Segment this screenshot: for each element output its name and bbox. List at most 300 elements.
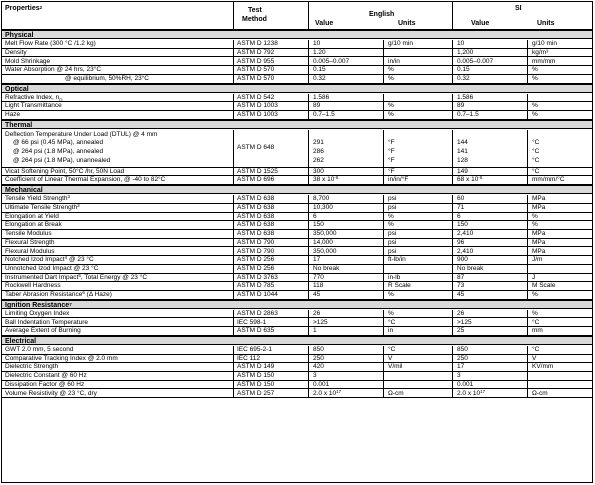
- english-value: 10: [313, 40, 321, 48]
- column-divider: [383, 363, 384, 372]
- column-divider: [308, 318, 309, 327]
- si-units: MPa: [532, 247, 546, 255]
- table-row: [2, 102, 592, 111]
- column-divider: [383, 195, 384, 204]
- si-value: 1,200: [457, 48, 474, 56]
- column-divider: [452, 221, 453, 230]
- column-divider: [233, 265, 234, 274]
- test-method: ASTM D 790: [237, 247, 275, 255]
- property-name: Haze: [5, 111, 21, 119]
- english-units: in/in: [388, 57, 400, 65]
- test-method: ASTM D 1238: [237, 40, 278, 48]
- english-units: in/in/°F: [388, 176, 409, 184]
- test-method: ASTM D 150: [237, 380, 275, 388]
- column-divider: [527, 221, 528, 230]
- column-divider: [452, 204, 453, 213]
- si-units: %: [532, 212, 538, 220]
- table-row: [2, 195, 592, 204]
- si-units: J: [532, 273, 536, 281]
- column-divider: [527, 291, 528, 300]
- si-units: mm: [532, 327, 543, 335]
- column-divider: [233, 66, 234, 75]
- column-divider: [452, 57, 453, 66]
- column-divider: [452, 239, 453, 248]
- column-divider: [233, 372, 234, 381]
- column-divider: [308, 94, 309, 103]
- si-value: 87: [457, 273, 465, 281]
- column-divider: [527, 66, 528, 75]
- column-divider: [308, 168, 309, 177]
- column-divider: [308, 204, 309, 213]
- table-row: [2, 57, 592, 66]
- column-divider: [452, 363, 453, 372]
- english-units: %: [388, 102, 394, 110]
- test-method: ASTM D 696: [237, 176, 275, 184]
- property-name: Elongation at Yield: [5, 212, 59, 220]
- si-units: mm/mm: [532, 57, 556, 65]
- english-units: °F: [388, 148, 395, 156]
- test-method: ASTM D 1525: [237, 167, 278, 175]
- column-divider: [308, 282, 309, 291]
- column-divider: [308, 274, 309, 283]
- si-value: 0.7–1.5: [457, 111, 479, 119]
- property-subline: @ 264 psi (1.8 MPa), unannealed: [13, 156, 111, 164]
- column-divider: [308, 195, 309, 204]
- property-name: Density: [5, 48, 27, 56]
- column-divider: [233, 247, 234, 256]
- column-divider: [233, 355, 234, 364]
- header-english-value: Value: [315, 20, 334, 27]
- column-divider: [452, 265, 453, 274]
- property-name: Tensile Yield Strength$^3$: [5, 194, 71, 203]
- si-value: 60: [457, 195, 465, 203]
- column-divider: [452, 346, 453, 355]
- table-row: [2, 327, 592, 336]
- column-divider: [383, 327, 384, 336]
- table-row: [2, 213, 592, 222]
- english-units: %: [388, 221, 394, 229]
- english-units: °F: [388, 139, 395, 147]
- column-divider: [233, 274, 234, 283]
- english-units: V: [388, 354, 393, 362]
- column-divider: [233, 94, 234, 103]
- column-divider: [308, 363, 309, 372]
- column-divider: [233, 282, 234, 291]
- column-divider: [527, 389, 528, 398]
- column-divider: [383, 372, 384, 381]
- test-method: ASTM D 638: [237, 203, 275, 211]
- property-name: Average Extent of Burning: [5, 327, 81, 335]
- english-units: %: [388, 74, 394, 82]
- table-row: [2, 381, 592, 390]
- table-row: [2, 291, 592, 300]
- property-name: Taber Abrasion Resistance$^6$ (Δ Haze): [5, 290, 112, 299]
- table-row: [2, 372, 592, 381]
- column-divider: [383, 221, 384, 230]
- property-name: Rockwell Hardness: [5, 282, 61, 290]
- column-divider: [383, 230, 384, 239]
- column-divider: [527, 346, 528, 355]
- test-method: ASTM D 542: [237, 93, 275, 101]
- column-divider: [383, 111, 384, 120]
- column-divider: [452, 291, 453, 300]
- table-row: [2, 130, 592, 168]
- section-header: Thermal: [2, 120, 592, 129]
- si-value: 144: [457, 139, 468, 147]
- column-divider: [452, 372, 453, 381]
- table-row: [2, 346, 592, 355]
- si-value: 45: [457, 291, 465, 299]
- property-name: Flexural Strength: [5, 238, 55, 246]
- si-units: J/m: [532, 256, 543, 264]
- column-divider: [308, 256, 309, 265]
- test-method: ASTM D 1003: [237, 102, 278, 110]
- column-divider: [527, 130, 528, 168]
- property-name: Deflection Temperature Under Load (DTUL) @ 4 mm: [5, 130, 158, 138]
- header-si-units: Units: [537, 20, 555, 27]
- test-method: ASTM D 150: [237, 372, 275, 380]
- table-row: [2, 49, 592, 58]
- column-divider: [233, 389, 234, 398]
- property-name: Dissipation Factor @ 60 Hz: [5, 380, 85, 388]
- english-value: 14,000: [313, 238, 333, 246]
- table-row: [2, 230, 592, 239]
- column-divider: [383, 346, 384, 355]
- english-units: psi: [388, 238, 397, 246]
- si-units: °C: [532, 167, 540, 175]
- column-divider: [527, 381, 528, 390]
- column-divider: [452, 49, 453, 58]
- column-divider: [383, 247, 384, 256]
- column-divider: [452, 327, 453, 336]
- english-units: psi: [388, 203, 397, 211]
- column-divider: [527, 363, 528, 372]
- test-method: ASTM D 638: [237, 221, 275, 229]
- si-value: 96: [457, 238, 465, 246]
- property-name: Light Transmittance: [5, 102, 62, 110]
- column-divider: [233, 168, 234, 177]
- si-value: 150: [457, 221, 468, 229]
- english-value: 6: [313, 212, 317, 220]
- test-method: IEC 112: [237, 354, 261, 362]
- column-divider: [233, 327, 234, 336]
- property-name: Dielectric Constant @ 60 Hz: [5, 372, 87, 380]
- column-divider: [452, 230, 453, 239]
- si-units: KV/mm: [532, 363, 554, 371]
- column-divider: [452, 94, 453, 103]
- column-divider: [308, 239, 309, 248]
- english-value: 250: [313, 354, 324, 362]
- column-divider: [233, 204, 234, 213]
- si-value: 10: [457, 40, 465, 48]
- column-divider: [452, 111, 453, 120]
- table-row: [2, 221, 592, 230]
- test-method: ASTM D 638: [237, 195, 275, 203]
- property-name: Elongation at Break: [5, 221, 62, 229]
- column-divider: [452, 2, 453, 30]
- column-divider: [383, 49, 384, 58]
- column-divider: [383, 57, 384, 66]
- si-value: 1.586: [457, 93, 474, 101]
- test-method: ASTM D 792: [237, 48, 275, 56]
- column-divider: [383, 94, 384, 103]
- english-value: 3: [313, 372, 317, 380]
- column-divider: [452, 274, 453, 283]
- english-value: 10,300: [313, 203, 333, 211]
- column-divider: [527, 94, 528, 103]
- english-value: 350,000: [313, 247, 337, 255]
- test-method: ASTM D 256: [237, 256, 275, 264]
- column-divider: [308, 247, 309, 256]
- property-name: Water Absorption @ 24 hrs, 23°C: [5, 66, 102, 74]
- si-value: 26: [457, 309, 465, 317]
- column-divider: [233, 256, 234, 265]
- si-value: 6: [457, 212, 461, 220]
- english-value: 1.20: [313, 48, 326, 56]
- property-name: Ultimate Tensile Strength$^3$: [5, 202, 80, 211]
- si-value: 71: [457, 203, 465, 211]
- column-divider: [452, 176, 453, 185]
- column-divider: [308, 346, 309, 355]
- column-divider: [527, 355, 528, 364]
- column-divider: [308, 49, 309, 58]
- column-divider: [233, 2, 234, 30]
- property-name: Ball Indentation Temperature: [5, 318, 88, 326]
- column-divider: [383, 389, 384, 398]
- column-divider: [233, 363, 234, 372]
- property-name: Flexural Modulus: [5, 247, 55, 255]
- column-divider: [452, 75, 453, 84]
- table-row: [2, 176, 592, 185]
- column-divider: [233, 310, 234, 319]
- column-divider: [527, 168, 528, 177]
- header-properties: Properties$^2$: [5, 5, 43, 12]
- column-divider: [383, 291, 384, 300]
- test-method: ASTM D 955: [237, 57, 275, 65]
- english-value: 26: [313, 309, 321, 317]
- test-method: IEC 695-2-1: [237, 345, 273, 353]
- column-divider: [308, 327, 309, 336]
- column-divider: [383, 102, 384, 111]
- column-divider: [383, 355, 384, 364]
- header-si-value: Value: [471, 20, 490, 27]
- english-value: 150: [313, 221, 324, 229]
- column-divider: [527, 265, 528, 274]
- table-row: [2, 247, 592, 256]
- column-divider: [452, 168, 453, 177]
- si-value: 2,410: [457, 230, 474, 238]
- test-method: ASTM D 1044: [237, 291, 278, 299]
- column-divider: [383, 40, 384, 49]
- column-divider: [452, 318, 453, 327]
- column-divider: [233, 346, 234, 355]
- english-units: ft-lb/in: [388, 256, 406, 264]
- si-value: No break: [457, 264, 484, 272]
- column-divider: [233, 221, 234, 230]
- column-divider: [308, 75, 309, 84]
- property-name: Mold Shrinkage: [5, 57, 51, 65]
- column-divider: [233, 75, 234, 84]
- property-name: Volume Resistivity @ 23 °C, dry: [5, 389, 97, 397]
- table-row: [2, 40, 592, 49]
- english-value: 0.005–0.007: [313, 57, 350, 65]
- si-units: kg/m³: [532, 48, 549, 56]
- english-units: R Scale: [388, 282, 411, 290]
- table-row: [2, 355, 592, 364]
- column-divider: [452, 195, 453, 204]
- column-divider: [233, 318, 234, 327]
- column-divider: [527, 256, 528, 265]
- si-value: 89: [457, 102, 465, 110]
- properties-table: [1, 1, 593, 483]
- english-units: %: [388, 309, 394, 317]
- si-value: 73: [457, 282, 465, 290]
- test-method: ASTM D 3763: [237, 273, 278, 281]
- column-divider: [527, 282, 528, 291]
- table-row: [2, 111, 592, 120]
- column-divider: [308, 102, 309, 111]
- test-method: ASTM D 257: [237, 389, 275, 397]
- table-row: [2, 318, 592, 327]
- english-value: 0.15: [313, 66, 326, 74]
- column-divider: [452, 282, 453, 291]
- property-name: @ equilibrium, 50%RH, 23°C: [65, 74, 149, 82]
- si-units: %: [532, 102, 538, 110]
- column-divider: [383, 318, 384, 327]
- english-value: 0.7–1.5: [313, 111, 335, 119]
- column-divider: [233, 213, 234, 222]
- column-divider: [383, 282, 384, 291]
- property-subline: @ 66 psi (0.45 MPa), annealed: [13, 139, 104, 147]
- si-value: 0.32: [457, 74, 470, 82]
- column-divider: [452, 247, 453, 256]
- column-divider: [383, 213, 384, 222]
- table-row: [2, 239, 592, 248]
- column-divider: [452, 66, 453, 75]
- test-method: ASTM D 570: [237, 66, 275, 74]
- column-divider: [233, 291, 234, 300]
- column-divider: [527, 204, 528, 213]
- column-divider: [233, 195, 234, 204]
- column-divider: [452, 355, 453, 364]
- table-row: [2, 94, 592, 103]
- si-units: mm/mm/°C: [532, 176, 565, 184]
- english-units: %: [388, 291, 394, 299]
- si-value: 141: [457, 148, 468, 156]
- table-row: [2, 389, 592, 398]
- header-method: Method: [242, 16, 267, 23]
- english-value: 850: [313, 345, 324, 353]
- si-value: 250: [457, 354, 468, 362]
- test-method: ASTM D 149: [237, 363, 275, 371]
- table-row: [2, 274, 592, 283]
- property-name: Tensile Modulus: [5, 230, 52, 238]
- column-divider: [527, 102, 528, 111]
- column-divider: [308, 230, 309, 239]
- english-value: 38 x $10^{-6}$: [313, 175, 339, 184]
- si-units: MPa: [532, 195, 546, 203]
- english-units: %: [388, 212, 394, 220]
- test-method: ASTM D 256: [237, 264, 275, 272]
- property-name: Comparative Tracking Index @ 2.0 mm: [5, 354, 118, 362]
- english-value: 300: [313, 167, 324, 175]
- english-value: 0.32: [313, 74, 326, 82]
- column-divider: [452, 256, 453, 265]
- table-row: [2, 363, 592, 372]
- column-divider: [233, 230, 234, 239]
- header-test: Test: [248, 7, 262, 14]
- column-divider: [383, 381, 384, 390]
- english-units: in: [388, 327, 394, 335]
- column-divider: [308, 40, 309, 49]
- column-divider: [452, 130, 453, 168]
- column-divider: [233, 57, 234, 66]
- si-units: M Scale: [532, 282, 556, 290]
- column-divider: [527, 327, 528, 336]
- english-value: 262: [313, 156, 324, 164]
- english-value: 291: [313, 139, 324, 147]
- si-units: %: [532, 291, 538, 299]
- table-row: [2, 66, 592, 75]
- column-divider: [308, 381, 309, 390]
- english-value: 350,000: [313, 230, 337, 238]
- column-divider: [308, 66, 309, 75]
- column-divider: [383, 265, 384, 274]
- column-divider: [308, 372, 309, 381]
- si-units: MPa: [532, 230, 546, 238]
- si-value: 68 x $10^{-6}$: [457, 175, 483, 184]
- column-divider: [308, 57, 309, 66]
- test-method: ASTM D 2863: [237, 309, 278, 317]
- test-method: ASTM D 785: [237, 282, 275, 290]
- english-value: 8,700: [313, 195, 330, 203]
- si-value: 0.15: [457, 66, 470, 74]
- english-value: 1.586: [313, 93, 330, 101]
- test-method: ASTM D 570: [237, 74, 275, 82]
- table-row: [2, 265, 592, 274]
- column-divider: [452, 310, 453, 319]
- column-divider: [527, 372, 528, 381]
- column-divider: [452, 381, 453, 390]
- si-units: V: [532, 354, 537, 362]
- column-divider: [383, 239, 384, 248]
- column-divider: [527, 40, 528, 49]
- si-value: 900: [457, 256, 468, 264]
- si-value: 0.005–0.007: [457, 57, 494, 65]
- column-divider: [308, 310, 309, 319]
- column-divider: [527, 176, 528, 185]
- column-divider: [233, 130, 234, 168]
- column-divider: [308, 291, 309, 300]
- si-value: 0.001: [457, 380, 474, 388]
- english-value: 0.001: [313, 380, 330, 388]
- si-units: °C: [532, 156, 540, 164]
- si-value: 2.0 x $10^{17}$: [457, 388, 486, 397]
- property-name: Instrumented Dart Impact$^5$, Total Energy @ 23 °C: [5, 272, 148, 281]
- si-units: %: [532, 111, 538, 119]
- english-units: psi: [388, 247, 397, 255]
- column-divider: [383, 274, 384, 283]
- column-divider: [383, 168, 384, 177]
- si-units: %: [532, 66, 538, 74]
- english-value: 286: [313, 148, 324, 156]
- test-method: ASTM D 1003: [237, 111, 278, 119]
- column-divider: [527, 230, 528, 239]
- english-value: >125: [313, 318, 328, 326]
- test-method: ASTM D 790: [237, 238, 275, 246]
- column-divider: [383, 66, 384, 75]
- english-value: 17: [313, 256, 321, 264]
